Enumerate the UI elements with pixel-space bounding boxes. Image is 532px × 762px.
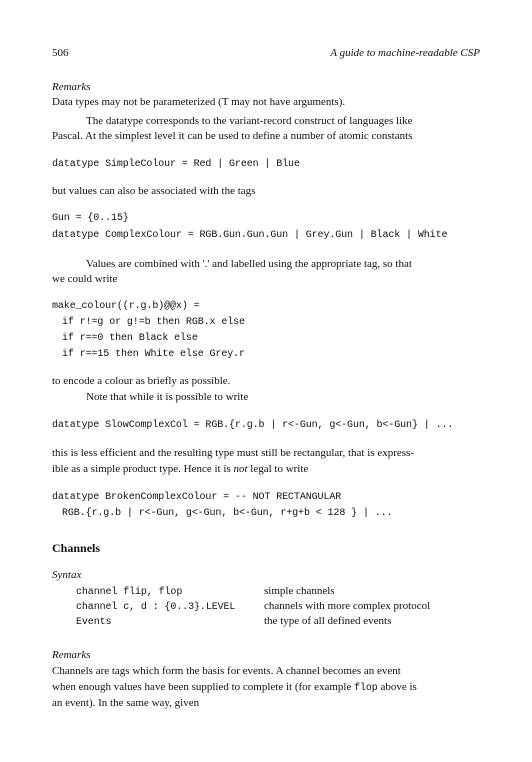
syntax-heading: Syntax: [52, 569, 82, 581]
text-run: above is: [377, 681, 417, 693]
code-line: make_colour((r.g.b)@@x) =: [52, 301, 200, 312]
code-line: datatype SimpleColour = Red | Green | Blue: [52, 159, 300, 170]
paragraph: Data types may not be parameterized (T may not have arguments).: [52, 96, 346, 108]
paragraph: [52, 462, 308, 477]
syntax-description: channels with more complex protocol: [264, 600, 431, 612]
syntax-code: channel flip, flop: [76, 587, 183, 598]
syntax-description: the type of all defined events: [264, 615, 392, 627]
syntax-code: channel c, d : {0..3}.LEVEL: [76, 602, 236, 613]
code-line: datatype BrokenComplexColour = -- NOT RECTANGULAR: [52, 492, 342, 503]
syntax-code: Events: [76, 617, 112, 628]
running-title: A guide to machine-readable CSP: [330, 47, 480, 59]
inline-code: flop: [354, 683, 378, 694]
syntax-description: simple channels: [264, 585, 335, 597]
code-line: if r==0 then Black else: [62, 333, 198, 344]
text-run: when enough values have been supplied to complete it (for example: [52, 681, 355, 693]
paragraph: this is less efficient and the resulting type must still be rectangular, that is express-: [52, 447, 414, 459]
paragraph: Note that while it is possible to write: [86, 391, 249, 403]
paragraph: [52, 680, 417, 696]
text-run: ible as a simple product type. Hence it is: [52, 463, 234, 475]
section-heading: Channels: [52, 541, 101, 555]
emphasis-text: not: [233, 463, 248, 475]
remarks-heading: Remarks: [52, 649, 91, 661]
code-line: datatype SlowComplexCol = RGB.{r.g.b | r<-Gun, g<-Gun, b<-Gun} | ...: [52, 420, 454, 431]
page-number: 506: [52, 47, 69, 59]
remarks-heading: Remarks: [52, 81, 91, 93]
code-line: if r==15 then White else Grey.r: [62, 349, 245, 360]
paragraph: The datatype corresponds to the variant-record construct of languages like: [86, 115, 413, 127]
code-line: Gun = {0..15}: [52, 213, 129, 224]
paragraph: to encode a colour as briefly as possible.: [52, 375, 231, 387]
text-run: legal to write: [247, 463, 309, 475]
code-line: RGB.{r.g.b | r<-Gun, g<-Gun, b<-Gun, r+g+b < 128 } | ...: [62, 508, 393, 519]
code-line: if r!=g or g!=b then RGB.x else: [62, 317, 245, 328]
paragraph: Channels are tags which form the basis for events. A channel becomes an event: [52, 665, 401, 677]
paragraph: an event). In the same way, given: [52, 697, 200, 709]
code-line: datatype ComplexColour = RGB.Gun.Gun.Gun | Grey.Gun | Black | White: [52, 230, 448, 241]
paragraph: Pascal. At the simplest level it can be used to define a number of atomic constants: [52, 130, 413, 142]
paragraph: but values can also be associated with the tags: [52, 185, 256, 197]
paragraph: we could write: [52, 273, 118, 285]
paragraph: Values are combined with '.' and labelled using the appropriate tag, so that: [86, 258, 412, 270]
